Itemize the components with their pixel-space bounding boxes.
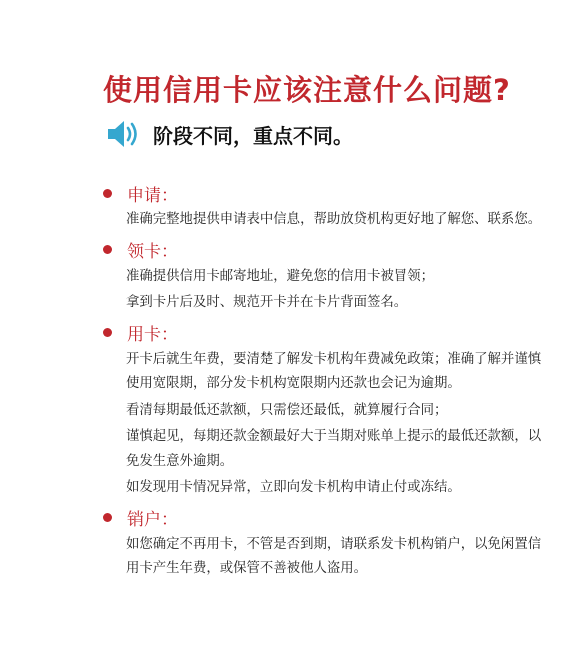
section-heading-text: 领卡： — [127, 242, 178, 262]
section-heading — [103, 235, 543, 265]
section-heading-text: 申请： — [127, 185, 178, 206]
section-body — [126, 533, 543, 582]
subtitle-row — [105, 116, 353, 152]
section-heading-text: 销户： — [127, 510, 178, 530]
section-paragraph: 拿到卡片后及时、规范开卡并在卡片背面签名。 — [126, 295, 408, 310]
bullet-dot-icon — [103, 189, 112, 198]
section-paragraph: 准确提供信用卡邮寄地址，避免您的信用卡被冒领； — [126, 268, 434, 284]
section-body — [126, 348, 543, 501]
section-heading — [103, 178, 543, 208]
subtitle: 阶段不同，重点不同。 — [153, 123, 353, 148]
section-paragraph: 准确完整地提供申请表中信息，帮助放贷机构更好地了解您、联系您。 — [126, 212, 542, 227]
section-heading — [103, 503, 543, 533]
section-paragraph: 如您确定不再用卡，不管是否到期，请联系发卡机构销户，以免闲置信用卡产生年费，或保管不善被他人盗用。 — [126, 536, 542, 576]
section — [103, 318, 543, 501]
section-body — [126, 208, 543, 233]
section-paragraph: 看清每期最低还款额，只需偿还最低，就算履行合同； — [126, 402, 448, 418]
section — [103, 503, 543, 582]
bullet-dot-icon — [103, 513, 112, 522]
section-heading-text: 用卡： — [127, 325, 178, 345]
tips-list — [103, 178, 543, 584]
bullet-dot-icon — [103, 245, 112, 254]
page-title: 使用信用卡应该注意什么问题? — [103, 73, 511, 107]
speaker-icon — [105, 116, 141, 152]
section-heading — [103, 318, 543, 348]
section-paragraph: 谨慎起见，每期还款金额最好大于当期对账单上提示的最低还款额，以免发生意外逾期。 — [126, 429, 542, 469]
section-paragraph: 开卡后就生年费，要清楚了解发卡机构年费减免政策；准确了解并谨慎使用宽限期，部分发卡机构宽限期内还款也会记为逾期。 — [126, 351, 542, 391]
section — [103, 235, 543, 316]
bullet-dot-icon — [103, 328, 112, 337]
section — [103, 178, 543, 233]
section-paragraph: 如发现用卡情况异常，立即向发卡机构申请止付或冻结。 — [126, 480, 461, 495]
section-body — [126, 265, 543, 316]
